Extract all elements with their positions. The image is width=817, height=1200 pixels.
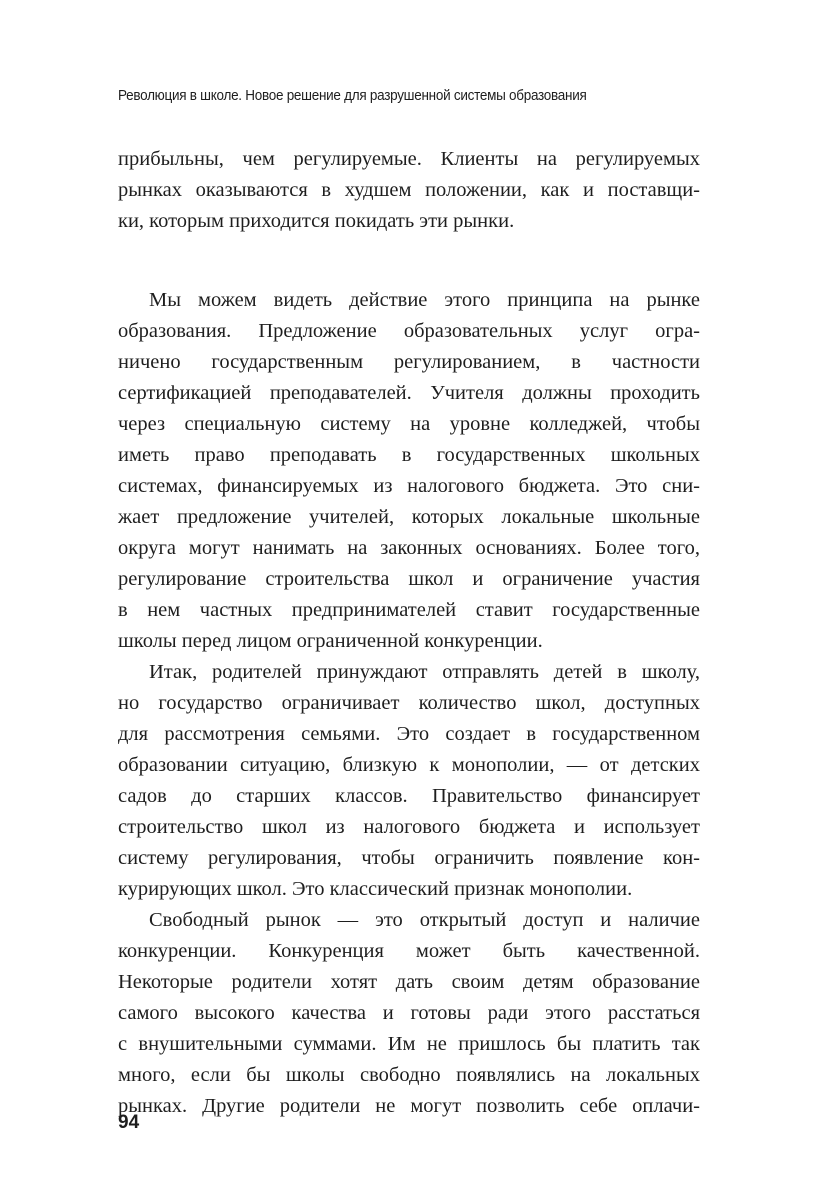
text-line: прибыльны, чем регулируемые. Клиенты на регулируемых bbox=[118, 148, 700, 170]
text-line: много, если бы школы свободно появлялись на локальных bbox=[118, 1064, 700, 1086]
text-line: в нем частных предпринимателей ставит государственные bbox=[118, 599, 700, 621]
text-line: системах, финансируемых из налогового бюджета. Это сни- bbox=[118, 475, 700, 497]
text-line: для рассмотрения семьями. Это создает в государственном bbox=[118, 723, 700, 745]
body-text bbox=[118, 285, 700, 1122]
text-line: образовании ситуацию, близкую к монополии, — от детских bbox=[118, 754, 700, 776]
text-line: конкуренции. Конкуренция может быть качественной. bbox=[118, 940, 700, 962]
continued-paragraph bbox=[118, 144, 700, 237]
paragraph bbox=[118, 905, 700, 1122]
text-line: самого высокого качества и готовы ради этого расстаться bbox=[118, 1002, 700, 1024]
text-line: садов до старших классов. Правительство финансирует bbox=[118, 785, 700, 807]
text-line: округа могут нанимать на законных основаниях. Более того, bbox=[118, 537, 700, 559]
text-line: школы перед лицом ограниченной конкуренции. bbox=[118, 630, 543, 652]
text-line: строительство школ из налогового бюджета и использует bbox=[118, 816, 700, 838]
paragraph bbox=[118, 285, 700, 657]
text-line: рынках. Другие родители не могут позволить себе оплачи- bbox=[118, 1095, 700, 1117]
text-line: но государство ограничивает количество школ, доступных bbox=[118, 692, 700, 714]
text-line: с внушительными суммами. Им не пришлось бы платить так bbox=[118, 1033, 700, 1055]
text-line: ничено государственным регулированием, в частности bbox=[118, 351, 700, 373]
page-number: 94 bbox=[118, 1112, 140, 1133]
text-line: Мы можем видеть действие этого принципа на рынке bbox=[149, 289, 700, 311]
text-line: Свободный рынок — это открытый доступ и наличие bbox=[149, 909, 700, 931]
text-line: жает предложение учителей, которых локальные школьные bbox=[118, 506, 700, 528]
text-line: ки, которым приходится покидать эти рынки. bbox=[118, 210, 515, 232]
text-line: курирующих школ. Это классический признак монополии. bbox=[118, 878, 633, 900]
text-line: регулирование строительства школ и ограничение участия bbox=[118, 568, 700, 590]
text-line: Некоторые родители хотят дать своим детям образование bbox=[118, 971, 700, 993]
text-line: рынках оказываются в худшем положении, как и поставщи- bbox=[118, 179, 700, 201]
text-line: Итак, родителей принуждают отправлять детей в школу, bbox=[149, 661, 700, 683]
text-line: сертификацией преподавателей. Учителя должны проходить bbox=[118, 382, 700, 404]
running-header: Революция в школе. Новое решение для разрушенной системы образования bbox=[118, 87, 587, 104]
text-line: иметь право преподавать в государственных школьных bbox=[118, 444, 700, 466]
text-line: образования. Предложение образовательных услуг огра- bbox=[118, 320, 700, 342]
paragraph bbox=[118, 657, 700, 905]
text-line: через специальную систему на уровне колледжей, чтобы bbox=[118, 413, 700, 435]
text-line: систему регулирования, чтобы ограничить появление кон- bbox=[118, 847, 700, 869]
